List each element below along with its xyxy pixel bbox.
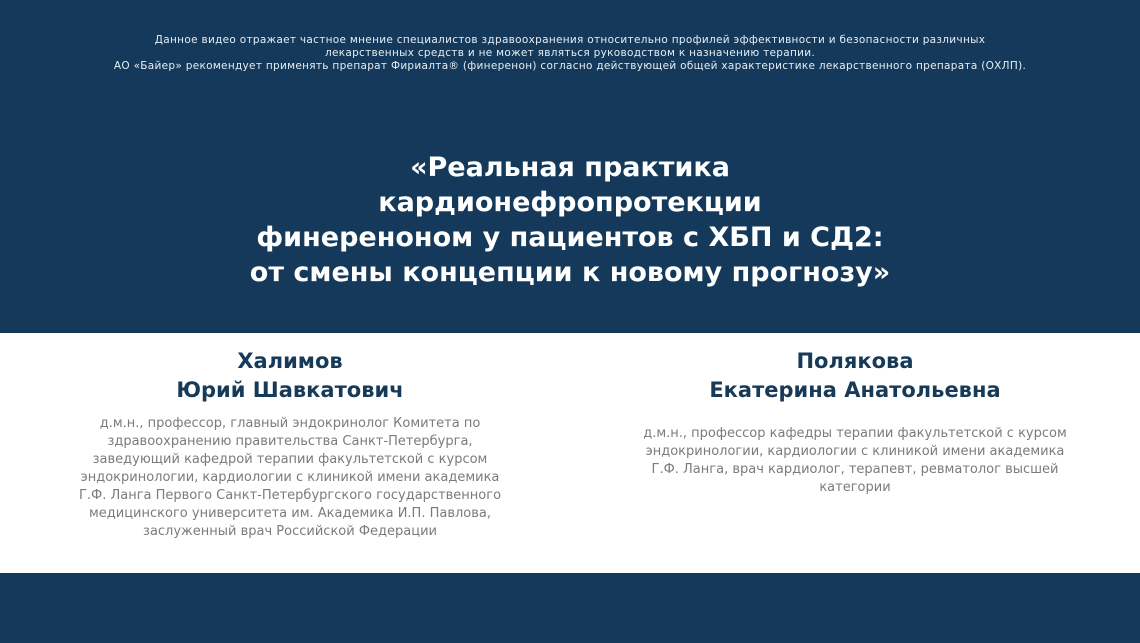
description-line: Г.Ф. Ланга Первого Санкт-Петербургского государственного xyxy=(78,488,502,503)
footer-band xyxy=(0,573,1140,643)
description-line: заведующий кафедрой терапии факультетской с курсом xyxy=(92,452,488,467)
description-line: медицинского университета им. Академика И.П. Павлова, xyxy=(88,506,492,521)
speaker-description xyxy=(640,425,1070,497)
speaker-given-names: Екатерина Анатольевна xyxy=(709,378,1001,402)
speakers-panel xyxy=(0,333,1140,573)
speaker-surname: Полякова xyxy=(796,349,914,373)
speaker-card xyxy=(70,347,510,541)
disclaimer-line: лекарственных средств и не может являться руководством к назначению терапии. xyxy=(324,47,816,59)
speaker-given-names: Юрий Шавкатович xyxy=(176,378,404,402)
speaker-surname: Халимов xyxy=(237,349,343,373)
speaker-card xyxy=(640,347,1070,497)
speaker-description xyxy=(70,415,510,541)
description-line: категории xyxy=(819,480,891,495)
disclaimer xyxy=(100,34,1040,73)
disclaimer-line: Данное видео отражает частное мнение специалистов здравоохранения относительно профилей эффективности и безопасности различных xyxy=(154,34,986,46)
description-line: д.м.н., профессор, главный эндокринолог Комитета по xyxy=(99,416,481,431)
description-line: эндокринологии, кардиологии с клиникой имени академика xyxy=(80,470,500,485)
description-line: эндокринологии, кардиологии с клиникой имени академика xyxy=(645,444,1065,459)
disclaimer-line: АО «Байер» рекомендует применять препарат Фириалта® (финеренон) согласно действующей общей характеристике лекарственного препарата (ОХЛП). xyxy=(113,60,1027,72)
description-line: Г.Ф. Ланга, врач кардиолог, терапевт, ревматолог высшей xyxy=(651,462,1059,477)
title-line: от смены концепции к новому прогнозу» xyxy=(249,257,891,288)
description-line: д.м.н., профессор кафедры терапии факультетской с курсом xyxy=(643,426,1067,441)
description-line: заслуженный врач Российской Федерации xyxy=(143,524,437,539)
title-line: «Реальная практика xyxy=(410,152,730,183)
title-line: кардионефропротекции xyxy=(378,187,762,218)
talk-title xyxy=(150,150,990,290)
title-line: финереноном у пациентов с ХБП и СД2: xyxy=(256,222,884,253)
description-line: здравоохранению правительства Санкт-Петербурга, xyxy=(107,434,473,449)
